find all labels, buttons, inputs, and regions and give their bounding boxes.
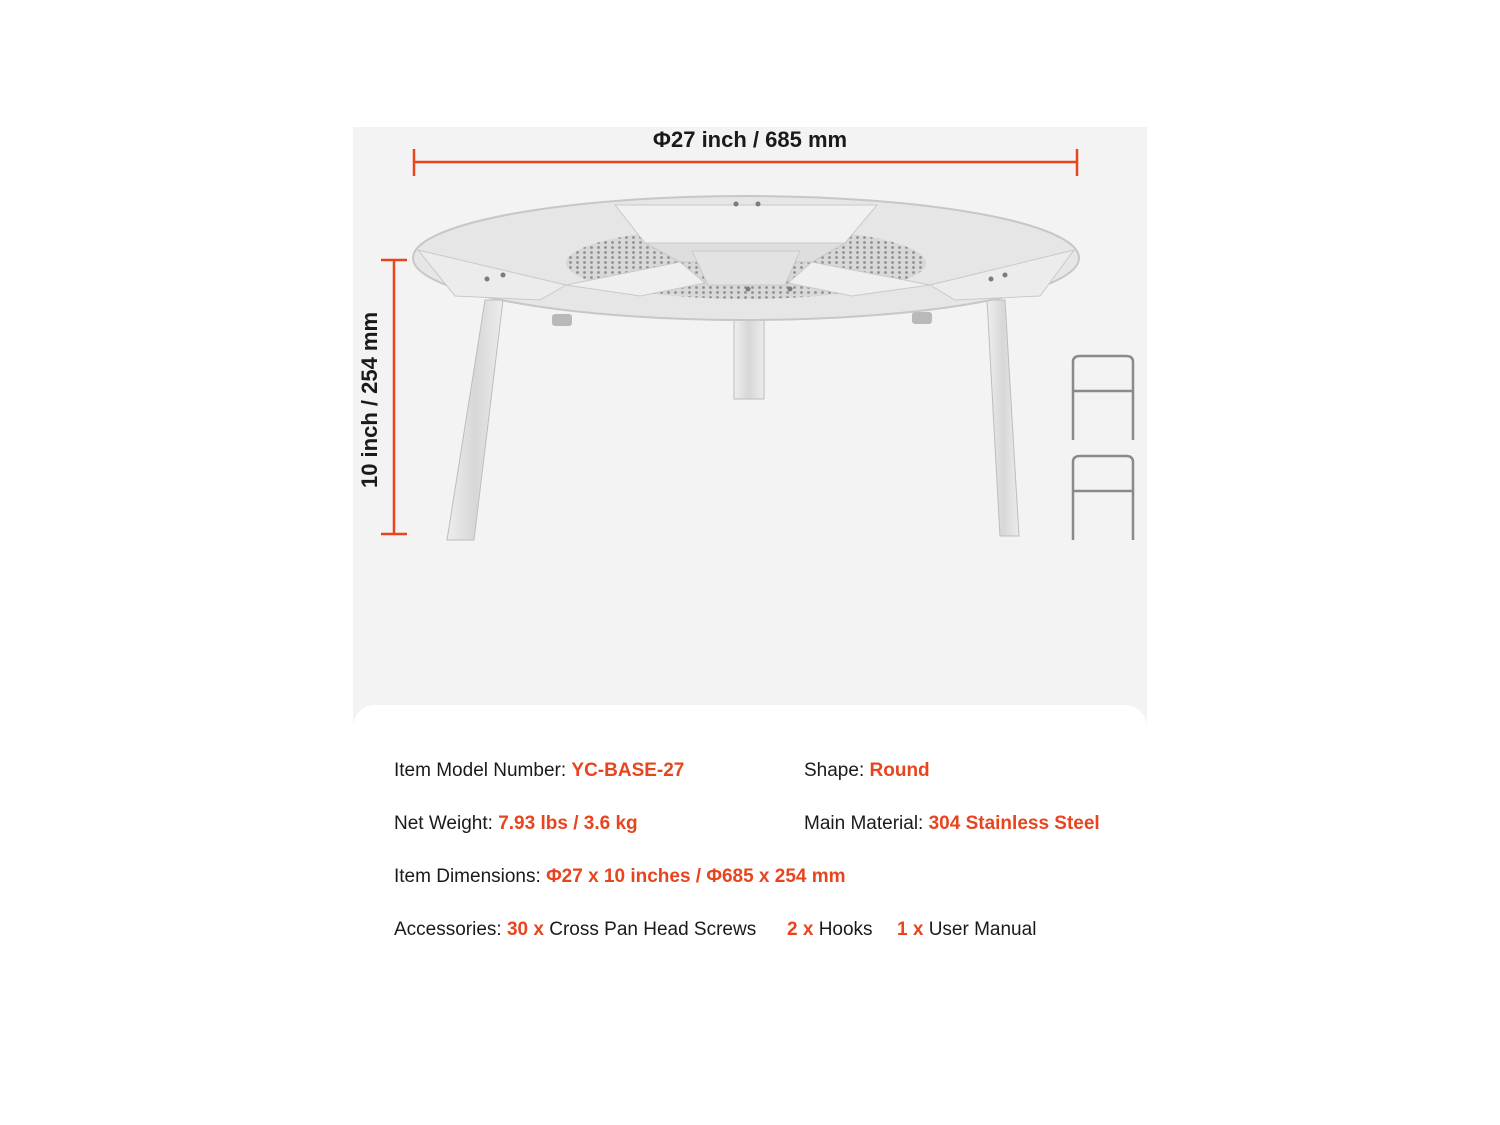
accessory-name: Cross Pan Head Screws: [549, 919, 757, 940]
width-dimension-line: [414, 149, 1077, 176]
hook-accessory: [1073, 356, 1133, 440]
bracket: [912, 312, 932, 324]
accessory-qty: 30 x: [506, 919, 544, 940]
accessory-qty: 2 x: [787, 919, 814, 940]
right-leg: [987, 300, 1019, 536]
spec-label: Item Dimensions:: [394, 866, 541, 887]
spec-label: Net Weight:: [394, 813, 493, 834]
spec-label: Shape:: [804, 760, 865, 781]
spec-model: [394, 760, 684, 782]
left-leg: [447, 300, 503, 540]
bracket: [552, 314, 572, 326]
spec-panel: [353, 705, 1147, 997]
round-tabletop: [413, 196, 1079, 320]
accessory-name: User Manual: [928, 919, 1037, 940]
hook-accessory: [1073, 456, 1133, 540]
height-dimension-label: 10 inch / 254 mm: [357, 311, 382, 489]
spec-value: YC-BASE-27: [571, 760, 685, 781]
spec-value: Round: [869, 760, 930, 781]
back-leg: [734, 318, 764, 399]
spec-accessory-manual: [897, 919, 1036, 941]
height-dimension-line: [381, 260, 407, 534]
spec-weight: [394, 813, 638, 835]
spec-dimensions: [394, 866, 846, 888]
width-dimension-label: Φ27 inch / 685 mm: [652, 127, 848, 152]
spec-accessory-hooks: [787, 919, 873, 941]
spec-value: Φ27 x 10 inches / Φ685 x 254 mm: [546, 866, 846, 887]
accessory-name: Hooks: [818, 919, 873, 940]
spec-value: 7.93 lbs / 3.6 kg: [498, 813, 638, 834]
spec-label: Item Model Number:: [394, 760, 567, 781]
spec-label: Accessories:: [394, 919, 502, 940]
spec-shape: [804, 760, 930, 782]
spec-value: 304 Stainless Steel: [928, 813, 1100, 834]
spec-accessories: [394, 919, 756, 941]
spec-material: [804, 813, 1100, 835]
accessory-qty: 1 x: [897, 919, 924, 940]
spec-label: Main Material:: [804, 813, 924, 834]
